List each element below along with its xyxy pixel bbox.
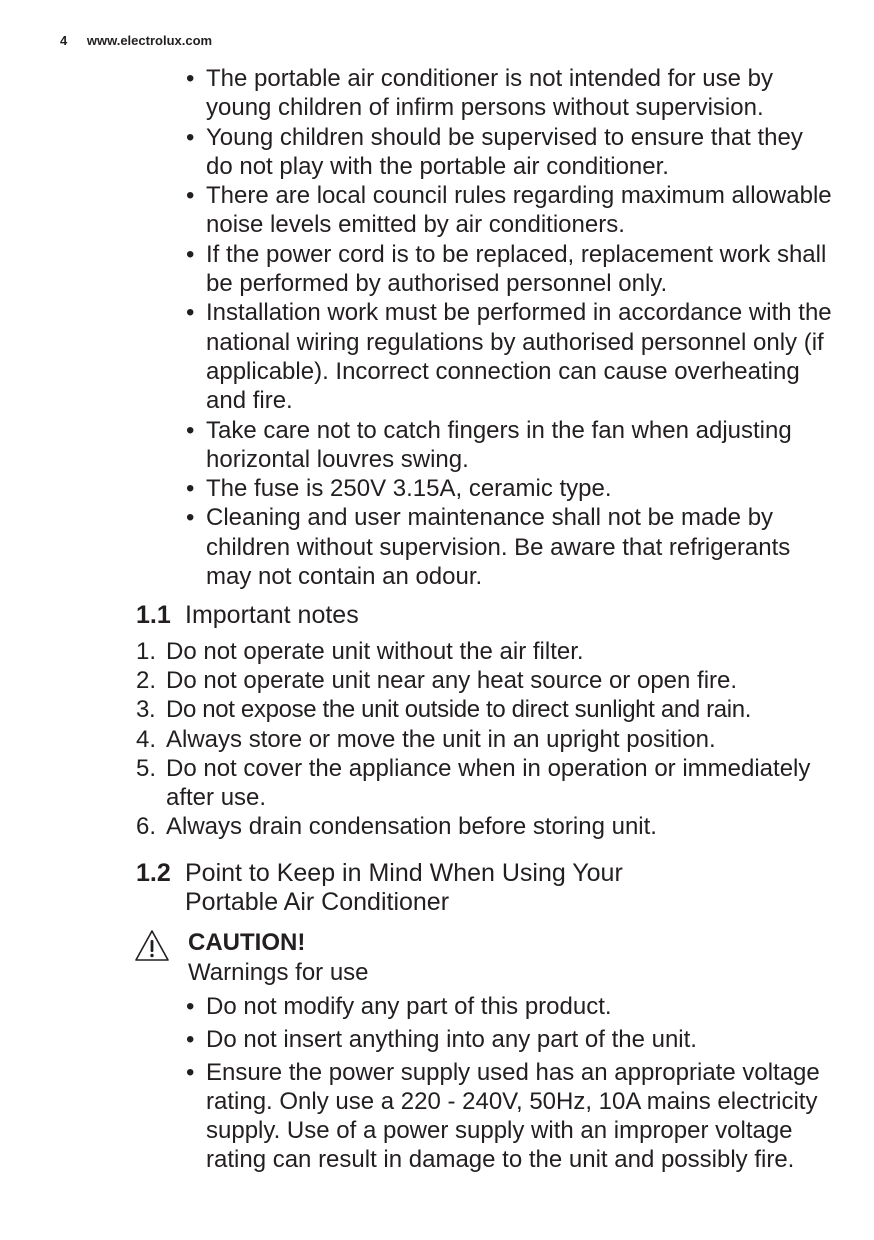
warnings-list xyxy=(186,992,836,1178)
warning-triangle-icon xyxy=(134,929,170,967)
list-item xyxy=(136,754,836,812)
item-text: Always drain condensation before storing unit. xyxy=(166,813,657,841)
item-number: 5. xyxy=(136,754,157,782)
item-number: 3. xyxy=(136,696,156,724)
section-heading-points-to-keep-in-mind xyxy=(136,859,836,917)
list-item: • Ensure the power supply used has an appropriate voltage rating. Only use a 220 - 240V, 50Hz, 10A mains electricity supply. Use of a power supply with an improper voltage rating can result in damage to the unit and possibly fire. xyxy=(186,1058,836,1175)
list-item: • The fuse is 250V 3.15A, ceramic type. xyxy=(186,474,836,503)
important-notes-list xyxy=(136,637,836,841)
list-item: • Do not insert anything into any part of the unit. xyxy=(186,1025,836,1054)
list-item: • Young children should be supervised to ensure that they do not play with the portable air conditioner. xyxy=(186,123,836,182)
item-number: 6. xyxy=(136,813,157,841)
list-item: • Do not modify any part of this product. xyxy=(186,992,836,1021)
item-number: 2. xyxy=(136,667,157,695)
item-text: Do not operate unit without the air filter. xyxy=(166,638,584,665)
list-item: • Installation work must be performed in accordance with the national wiring regulations by authorised personnel only (if applicable). Incorrect connection can cause overheating and fire. xyxy=(186,298,836,415)
item-text: Always store or move the unit in an upright position. xyxy=(166,725,716,753)
caution-subtitle: Warnings for use xyxy=(188,959,369,986)
list-item: • There are local council rules regarding maximum allowable noise levels emitted by air conditioners. xyxy=(186,181,836,240)
list-item xyxy=(136,725,836,754)
list-item: • The portable air conditioner is not intended for use by young children of infirm persons without supervision. xyxy=(186,64,836,123)
list-item xyxy=(136,666,836,695)
item-text: Do not operate unit near any heat source or open fire. xyxy=(166,667,738,695)
website-url: www.electrolux.com xyxy=(86,33,213,48)
item-number: 4. xyxy=(136,725,157,753)
section-title: Important notes xyxy=(185,601,359,629)
page-header xyxy=(60,33,212,48)
item-number: 1. xyxy=(136,638,157,665)
list-item: • Take care not to catch fingers in the fan when adjusting horizontal louvres swing. xyxy=(186,416,836,475)
list-item xyxy=(136,637,836,666)
page-number: 4 xyxy=(60,33,68,48)
list-item xyxy=(136,812,836,841)
section-title-line-1: Point to Keep in Mind When Using Your xyxy=(185,859,623,887)
section-number: 1.2 xyxy=(136,859,171,887)
item-text: Do not expose the unit outside to direct sunlight and rain. xyxy=(166,696,752,724)
section-title-line-2: Portable Air Conditioner xyxy=(185,888,450,916)
section-heading-important-notes xyxy=(136,601,836,630)
list-item: • Cleaning and user maintenance shall not be made by children without supervision. Be aware that refrigerants may not contain an odour. xyxy=(186,503,836,591)
list-item: • If the power cord is to be replaced, replacement work shall be performed by authorised personnel only. xyxy=(186,240,836,299)
section-number: 1.1 xyxy=(136,601,171,629)
item-text: Do not cover the appliance when in operation or immediately after use. xyxy=(166,754,811,812)
caution-title: CAUTION! xyxy=(188,929,306,956)
safety-bullet-list xyxy=(186,64,836,591)
list-item xyxy=(136,695,836,724)
